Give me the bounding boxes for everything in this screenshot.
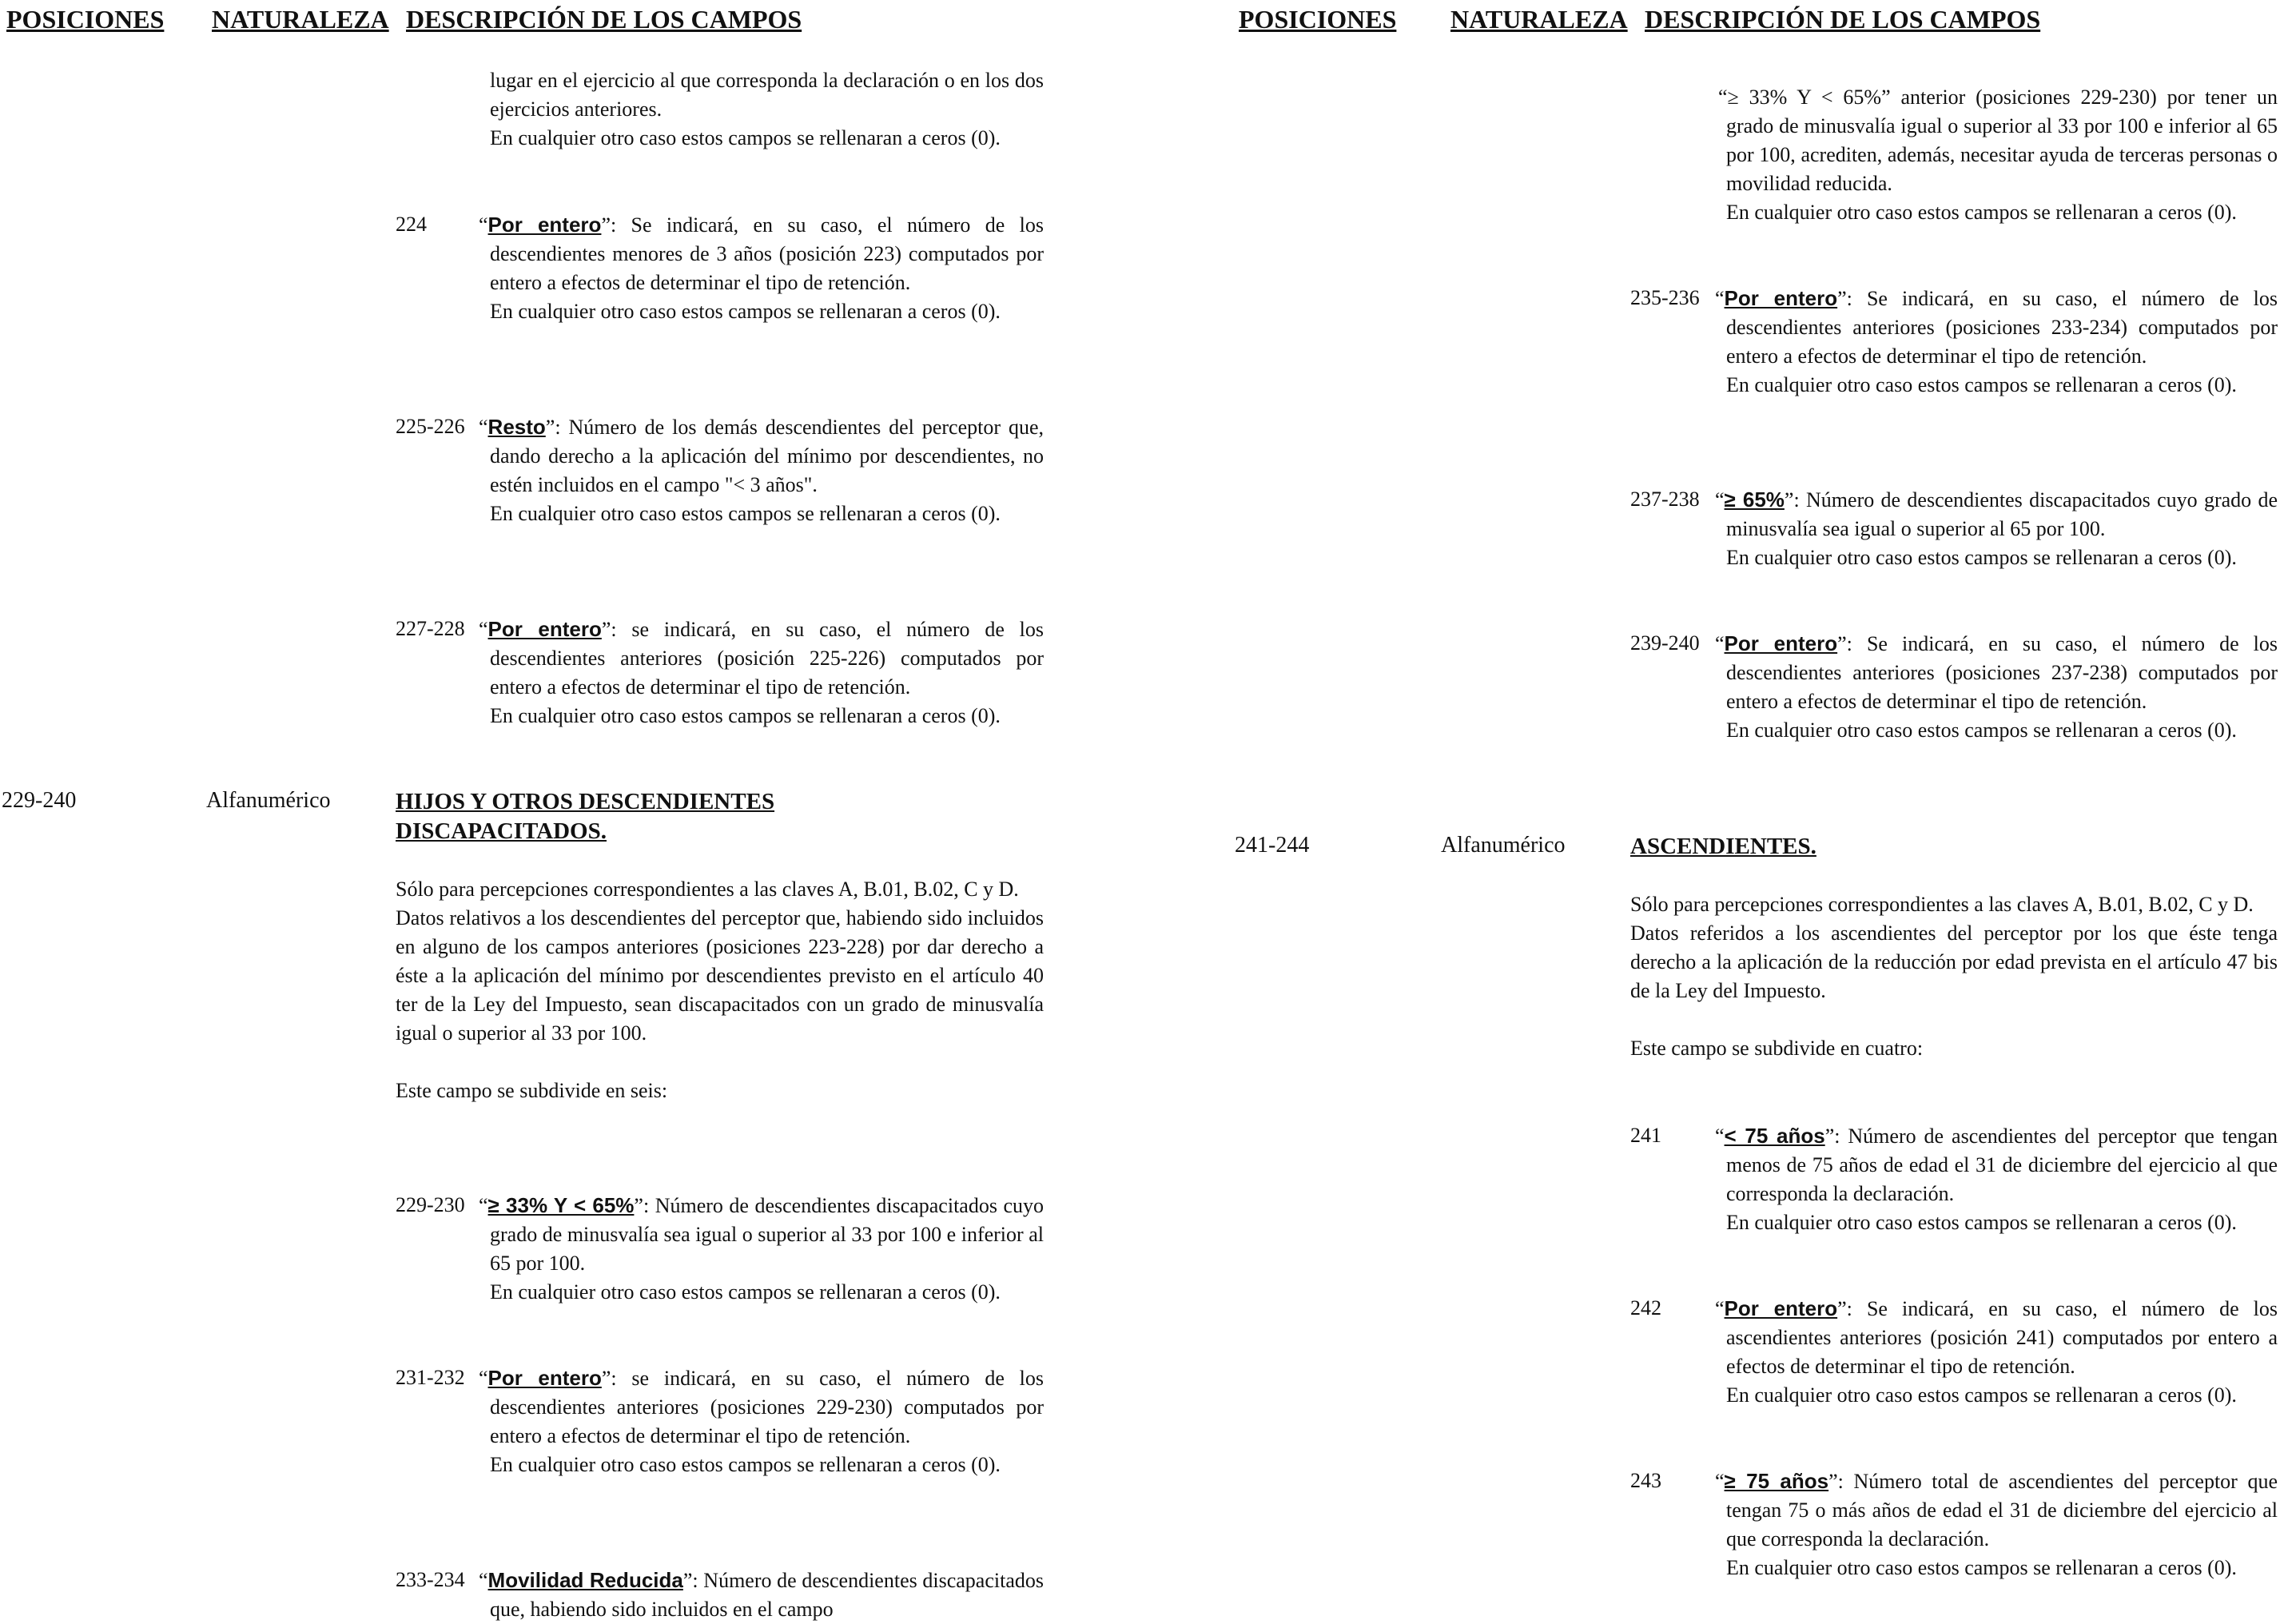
continuation-text bbox=[1718, 83, 2278, 227]
section-title: ASCENDIENTES. bbox=[1630, 834, 1816, 859]
field-description: “≥ 75 años”: Número total de ascendientes del perceptor que tengan 75 o más años de edad el 31 de diciembre del ejercicio al que corresponda la declaración. En cualquier otro caso estos campos se rellenaran a ceros (0). bbox=[1726, 1467, 2278, 1582]
field-224 bbox=[396, 210, 1044, 326]
field-number: 231-232 bbox=[396, 1366, 465, 1389]
header-descripcion: DESCRIPCIÓN DE LOS CAMPOS bbox=[1645, 5, 2041, 34]
section-paragraph: Este campo se subdivide en seis: bbox=[396, 1079, 668, 1102]
field-name: Por entero bbox=[487, 213, 602, 237]
zeros-note: En cualquier otro caso estos campos se rellenaran a ceros (0). bbox=[490, 1280, 1001, 1304]
section-nature: Alfanumérico bbox=[1441, 833, 1566, 858]
field-number: 243 bbox=[1630, 1469, 1661, 1492]
section-paragraph: Datos relativos a los descendientes del perceptor que, habiendo sido incluidos en alguno de los campos anteriores (posiciones 223-228) por dar derecho a éste a la aplicación del mínimo por descendientes previsto en el artículo 40 ter de la Ley del Impuesto, sean discapacitados con un grado de minusvalía igual o superior al 33 por 100. bbox=[396, 906, 1044, 1045]
field-241 bbox=[1630, 1121, 2278, 1237]
field-name: Resto bbox=[487, 415, 546, 439]
section-paragraph: Este campo se subdivide en cuatro: bbox=[1630, 1037, 1924, 1060]
field-description: “≥ 33% Y < 65%”: Número de descendientes discapacitados cuyo grado de minusvalía sea igual o superior al 33 por 100 e inferior al 65 por 100. En cualquier otro caso estos campos se rellenaran a ceros (0). bbox=[490, 1191, 1044, 1307]
field-name: Por entero bbox=[487, 617, 602, 641]
field-number: 237-238 bbox=[1630, 488, 1700, 511]
header-posiciones: POSICIONES bbox=[6, 5, 165, 34]
field-number: 227-228 bbox=[396, 617, 465, 640]
field-name: ≥ 33% Y < 65% bbox=[487, 1193, 635, 1217]
right-page bbox=[1235, 0, 2280, 1623]
zeros-note: En cualquier otro caso estos campos se rellenaran a ceros (0). bbox=[490, 1453, 1001, 1476]
field-229-230 bbox=[396, 1191, 1044, 1307]
field-227-228 bbox=[396, 615, 1044, 730]
field-number: 242 bbox=[1630, 1296, 1661, 1320]
left-page bbox=[0, 0, 1047, 1623]
field-name: ≥ 65% bbox=[1724, 488, 1785, 511]
field-description: “≥ 65%”: Número de descendientes discapacitados cuyo grado de minusvalía sea igual o superior al 65 por 100. En cualquier otro caso estos campos se rellenaran a ceros (0). bbox=[1726, 485, 2278, 572]
header-posiciones: POSICIONES bbox=[1239, 5, 1397, 34]
field-233-234 bbox=[396, 1566, 1044, 1624]
field-number: 224 bbox=[396, 213, 427, 236]
zeros-note: En cualquier otro caso estos campos se rellenaran a ceros (0). bbox=[1726, 1211, 2237, 1234]
section-descendientes-discapacitados bbox=[396, 787, 1044, 1105]
field-description: “Por entero”: Se indicará, en su caso, el número de los descendientes menores de 3 años (posición 223) computados por entero a efectos de determinar el tipo de retención. En cualquier otro caso estos campos se rellenaran a ceros (0). bbox=[490, 210, 1044, 326]
field-number: 239-240 bbox=[1630, 631, 1700, 655]
field-number: 241 bbox=[1630, 1124, 1661, 1147]
field-description: “Resto”: Número de los demás descendientes del perceptor que, dando derecho a la aplicación del mínimo por descendientes, no estén incluidos en el campo "< 3 años". En cualquier otro caso estos campos se rellenaran a ceros (0). bbox=[490, 412, 1044, 528]
section-nature: Alfanumérico bbox=[206, 788, 331, 813]
section-paragraph: Sólo para percepciones correspondientes a las claves A, B.01, B.02, C y D. bbox=[396, 878, 1019, 901]
header-naturaleza: NATURALEZA bbox=[1450, 5, 1628, 34]
field-number: 235-236 bbox=[1630, 286, 1700, 309]
section-title: HIJOS Y OTROS DESCENDIENTES DISCAPACITADOS. bbox=[396, 789, 775, 844]
field-description: “Por entero”: Se indicará, en su caso, el número de los descendientes anteriores (posiciones 233-234) computados por entero a efectos de determinar el tipo de retención. En cualquier otro caso estos campos se rellenaran a ceros (0). bbox=[1726, 284, 2278, 400]
field-description: “Por entero”: Se indicará, en su caso, el número de los ascendientes anteriores (posición 241) computados por entero a efectos de determinar el tipo de retención. En cualquier otro caso estos campos se rellenaran a ceros (0). bbox=[1726, 1294, 2278, 1410]
section-position: 241-244 bbox=[1235, 833, 1310, 858]
zeros-note: En cualquier otro caso estos campos se rellenaran a ceros (0). bbox=[490, 704, 1001, 727]
continuation-text bbox=[490, 66, 1044, 153]
zeros-note: En cualquier otro caso estos campos se rellenaran a ceros (0). bbox=[1726, 1556, 2237, 1579]
field-description: “Por entero”: se indicará, en su caso, el número de los descendientes anteriores (posiciones 229-230) computados por entero a efectos de determinar el tipo de retención. En cualquier otro caso estos campos se rellenaran a ceros (0). bbox=[490, 1363, 1044, 1479]
field-name: Por entero bbox=[1724, 631, 1838, 655]
field-name: Por entero bbox=[487, 1366, 602, 1390]
zeros-note: En cualquier otro caso estos campos se rellenaran a ceros (0). bbox=[1726, 718, 2237, 742]
field-number: 229-230 bbox=[396, 1193, 465, 1216]
field-description: “Por entero”: Se indicará, en su caso, el número de los descendientes anteriores (posiciones 237-238) computados por entero a efectos de determinar el tipo de retención. En cualquier otro caso estos campos se rellenaran a ceros (0). bbox=[1726, 629, 2278, 745]
field-name: Por entero bbox=[1724, 286, 1838, 310]
field-239-240 bbox=[1630, 629, 2278, 745]
section-ascendientes bbox=[1630, 832, 2278, 1063]
field-243 bbox=[1630, 1467, 2278, 1582]
section-paragraph: Datos referidos a los ascendientes del perceptor por los que éste tenga derecho a la aplicación de la reducción por edad prevista en el artículo 47 bis de la Ley del Impuesto. bbox=[1630, 921, 2278, 1002]
header-descripcion: DESCRIPCIÓN DE LOS CAMPOS bbox=[406, 5, 802, 34]
field-number: 233-234 bbox=[396, 1568, 465, 1591]
zeros-note: En cualquier otro caso estos campos se rellenaran a ceros (0). bbox=[1726, 201, 2237, 224]
field-name: Movilidad Reducida bbox=[487, 1568, 683, 1592]
field-name: < 75 años bbox=[1724, 1124, 1825, 1148]
field-description: “Por entero”: se indicará, en su caso, el número de los descendientes anteriores (posición 225-226) computados por entero a efectos de determinar el tipo de retención. En cualquier otro caso estos campos se rellenaran a ceros (0). bbox=[490, 615, 1044, 730]
field-description: “< 75 años”: Número de ascendientes del perceptor que tengan menos de 75 años de edad el 31 de diciembre del ejercicio al que corresponda la declaración. En cualquier otro caso estos campos se rellenaran a ceros (0). bbox=[1726, 1121, 2278, 1237]
zeros-note: En cualquier otro caso estos campos se rellenaran a ceros (0). bbox=[1726, 546, 2237, 569]
section-paragraph: Sólo para percepciones correspondientes a las claves A, B.01, B.02, C y D. bbox=[1630, 893, 2254, 916]
continuation-paragraph: “≥ 33% Y < 65%” anterior (posiciones 229-230) por tener un grado de minusvalía igual o superior al 33 por 100 e inferior al 65 por 100, acrediten, además, necesitar ayuda de terceras personas o movilidad reducida. bbox=[1718, 86, 2278, 195]
header-naturaleza: NATURALEZA bbox=[212, 5, 389, 34]
zeros-note: En cualquier otro caso estos campos se rellenaran a ceros (0). bbox=[1726, 373, 2237, 396]
field-name: Por entero bbox=[1724, 1296, 1838, 1320]
zeros-note: En cualquier otro caso estos campos se rellenaran a ceros (0). bbox=[490, 502, 1001, 525]
zeros-note: En cualquier otro caso estos campos se rellenaran a ceros (0). bbox=[490, 300, 1001, 323]
field-235-236 bbox=[1630, 284, 2278, 400]
field-242 bbox=[1630, 1294, 2278, 1410]
continuation-paragraph: lugar en el ejercicio al que corresponda la declaración o en los dos ejercicios anteriores. bbox=[490, 69, 1044, 121]
zeros-note: En cualquier otro caso estos campos se rellenaran a ceros (0). bbox=[1726, 1383, 2237, 1407]
field-number: 225-226 bbox=[396, 415, 465, 438]
section-position: 229-240 bbox=[2, 788, 77, 813]
field-231-232 bbox=[396, 1363, 1044, 1479]
field-description: “Movilidad Reducida”: Número de descendientes discapacitados que, habiendo sido incluidos en el campo bbox=[479, 1568, 1044, 1621]
zeros-note: En cualquier otro caso estos campos se rellenaran a ceros (0). bbox=[490, 126, 1001, 149]
field-225-226 bbox=[396, 412, 1044, 528]
field-name: ≥ 75 años bbox=[1724, 1469, 1829, 1493]
field-237-238 bbox=[1630, 485, 2278, 572]
